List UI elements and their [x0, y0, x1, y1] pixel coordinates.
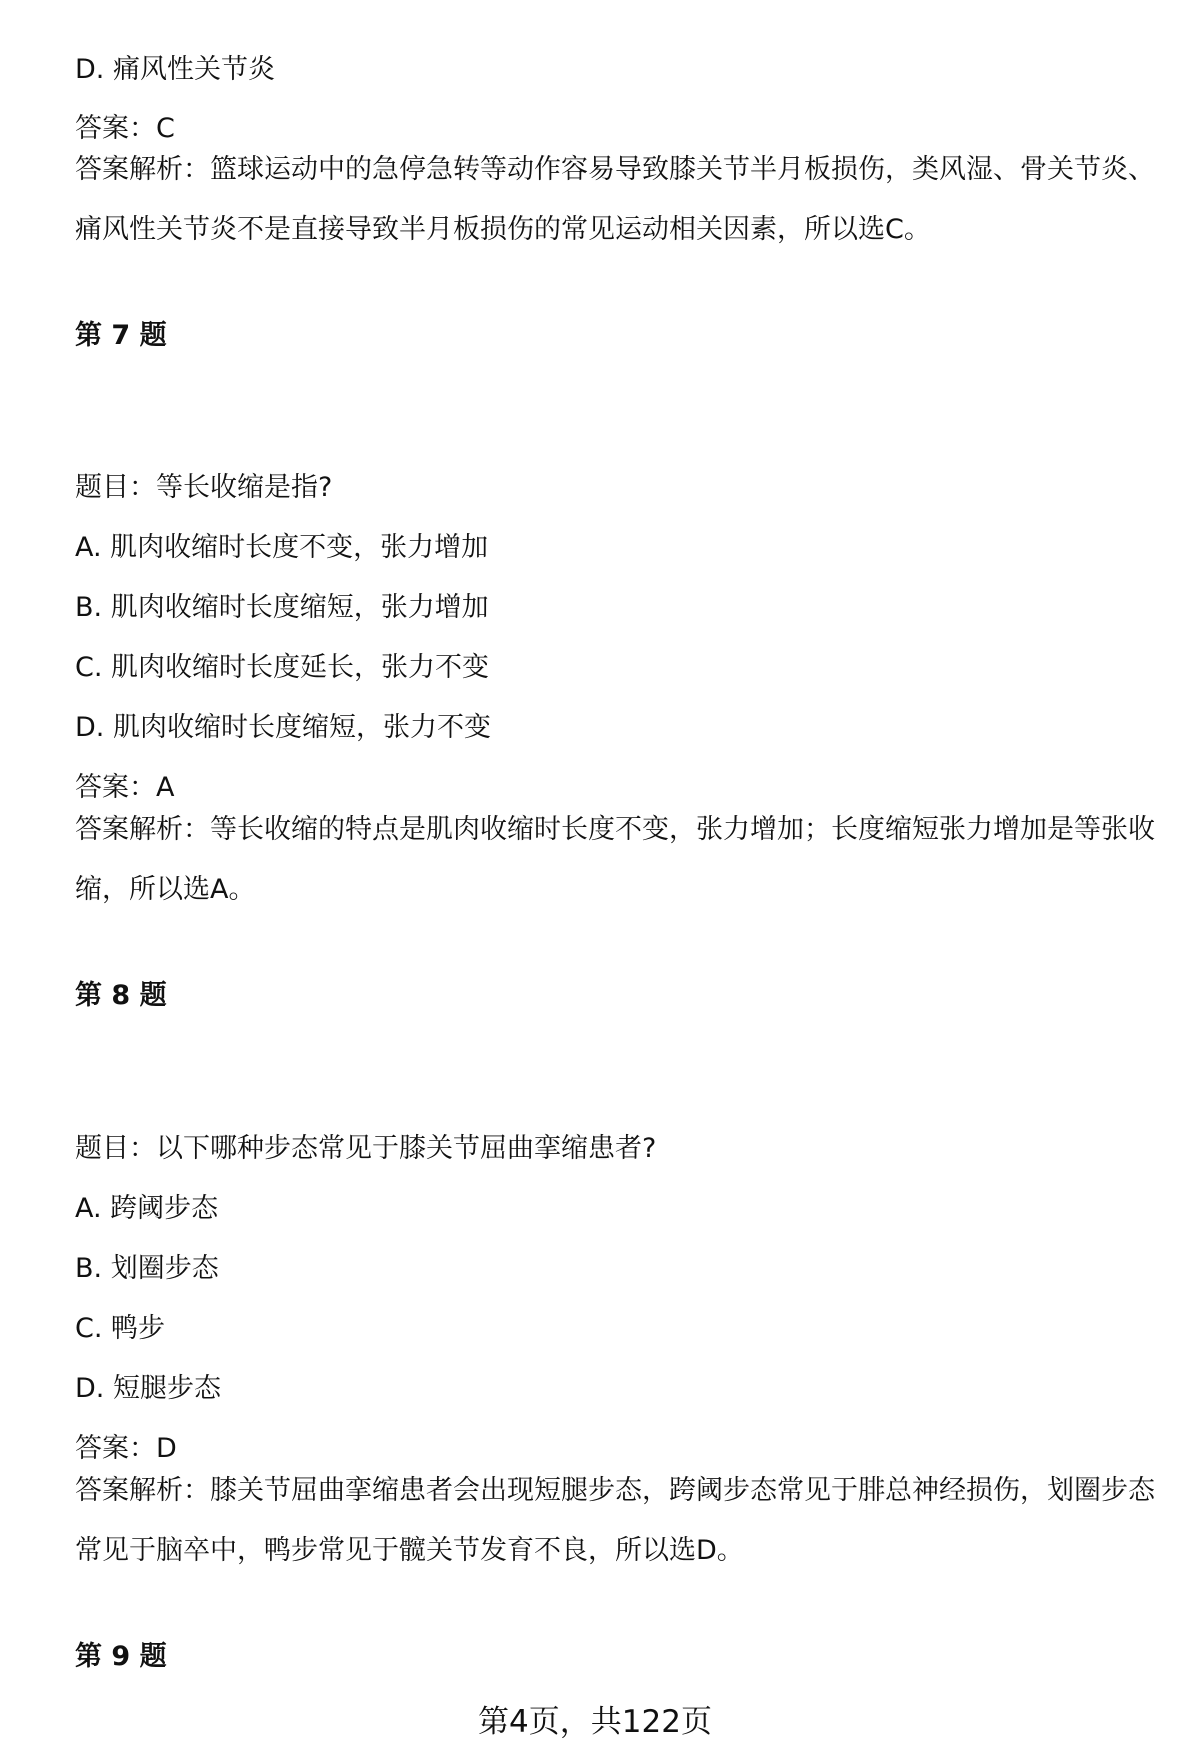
q6-explanation: 答案解析：篮球运动中的急停急转等动作容易导致膝关节半月板损伤，类风湿、骨关节炎、痛风性关节炎不是直接导致半月板损伤的常见运动相关因素，所以选C。 [75, 154, 1155, 245]
q7-option-a: A. 肌肉收缩时长度不变，张力增加 [75, 532, 489, 563]
q7-option-c: C. 肌肉收缩时长度延长，张力不变 [75, 652, 490, 683]
q6-option-d: D. 痛风性关节炎 [75, 54, 275, 85]
q7-heading: 第 7 题 [75, 320, 167, 351]
q9-heading: 第 9 题 [75, 1641, 167, 1672]
q8-heading: 第 8 题 [75, 980, 167, 1011]
q8-option-b: B. 划圈步态 [75, 1253, 219, 1284]
q8-option-d: D. 短腿步态 [75, 1373, 221, 1404]
q8-stem: 题目：以下哪种步态常见于膝关节屈曲挛缩患者? [75, 1133, 657, 1164]
q7-option-b: B. 肌肉收缩时长度缩短，张力增加 [75, 592, 489, 623]
page-footer: 第4页，共122页 [478, 1704, 712, 1740]
q8-option-a: A. 跨阈步态 [75, 1193, 219, 1224]
q8-answer: 答案：D [75, 1433, 177, 1464]
q7-explanation: 答案解析：等长收缩的特点是肌肉收缩时长度不变，张力增加；长度缩短张力增加是等张收缩，所以选A。 [75, 814, 1155, 905]
q8-option-c: C. 鸭步 [75, 1313, 166, 1344]
q7-option-d: D. 肌肉收缩时长度缩短，张力不变 [75, 712, 491, 743]
q6-answer: 答案：C [75, 113, 175, 144]
q8-explanation: 答案解析：膝关节屈曲挛缩患者会出现短腿步态，跨阈步态常见于腓总神经损伤，划圈步态常见于脑卒中，鸭步常见于髋关节发育不良，所以选D。 [75, 1475, 1155, 1566]
q7-answer: 答案：A [75, 772, 175, 803]
q7-stem: 题目：等长收缩是指? [75, 472, 333, 503]
